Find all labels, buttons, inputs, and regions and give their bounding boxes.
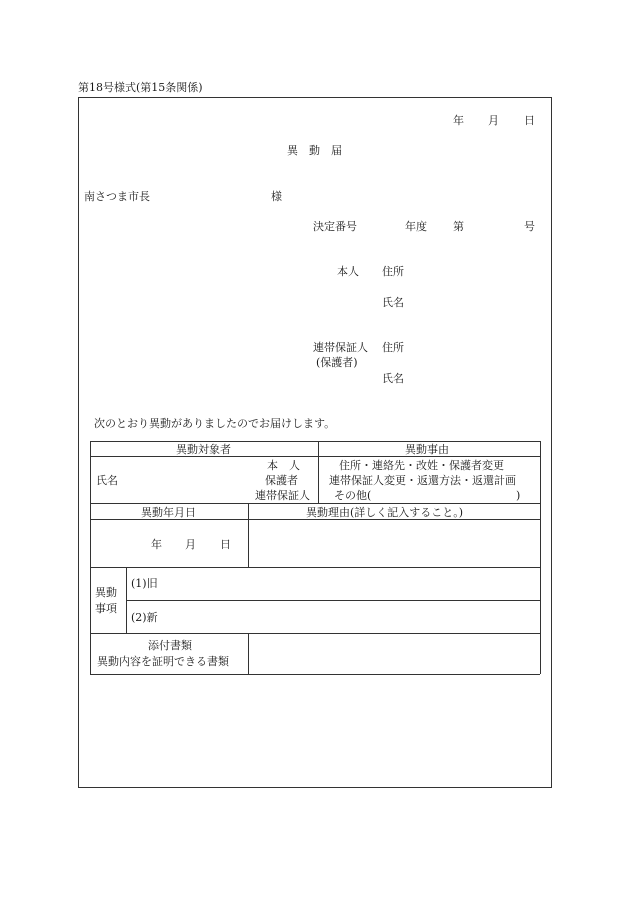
date-year-label: 年 <box>453 114 464 127</box>
row-month-label: 月 <box>185 538 196 551</box>
decision-fiscal-year: 年度 <box>405 220 427 233</box>
header-reason: 異動事由 <box>405 443 449 456</box>
reason-option-2: 連帯保証人変更・返還方法・返還計画 <box>329 474 516 487</box>
attachments-label-2: 異動内容を証明できる書類 <box>97 655 229 668</box>
reason-option-other-close: ) <box>516 489 521 502</box>
change-label-2: 事項 <box>95 602 117 615</box>
reason-option-other: その他( <box>334 489 372 502</box>
guarantor-name-label: 氏名 <box>382 372 404 385</box>
row-day-label: 日 <box>220 538 231 551</box>
guarantor-sub-label: (保護者) <box>316 356 358 369</box>
form-title: 異 動 届 <box>287 144 342 157</box>
date-header: 異動年月日 <box>141 506 196 519</box>
decision-number-prefix: 第 <box>453 220 464 233</box>
decision-number-suffix: 号 <box>524 220 535 233</box>
change-label-1: 異動 <box>95 586 117 599</box>
reason-option-1: 住所・連絡先・改姓・保護者変更 <box>339 459 504 472</box>
target-name-label: 氏名 <box>96 474 118 487</box>
intro-text: 次のとおり異動がありましたのでお届けします。 <box>94 417 336 430</box>
guarantor-label: 連帯保証人 <box>313 341 368 354</box>
principal-label: 本人 <box>337 265 359 278</box>
role-principal: 本 人 <box>267 459 300 472</box>
row-year-label: 年 <box>151 538 162 551</box>
addressee-honorific: 様 <box>271 190 282 203</box>
attachments-label-1: 添付書類 <box>148 639 192 652</box>
form-number: 第18号様式(第15条関係) <box>78 81 203 94</box>
guarantor-address-label: 住所 <box>382 341 404 354</box>
reason-detail-header: 異動理由(詳しく記入すること。) <box>306 506 464 519</box>
principal-name-label: 氏名 <box>382 296 404 309</box>
new-label: (2)新 <box>131 611 158 624</box>
principal-address-label: 住所 <box>382 265 404 278</box>
addressee-name: 南さつま市長 <box>84 190 150 203</box>
date-day-label: 日 <box>524 114 535 127</box>
header-target: 異動対象者 <box>176 443 231 456</box>
role-guarantor: 連帯保証人 <box>255 489 310 502</box>
old-label: (1)旧 <box>131 577 158 590</box>
date-month-label: 月 <box>488 114 499 127</box>
role-guardian: 保護者 <box>265 474 298 487</box>
decision-label: 決定番号 <box>313 220 357 233</box>
